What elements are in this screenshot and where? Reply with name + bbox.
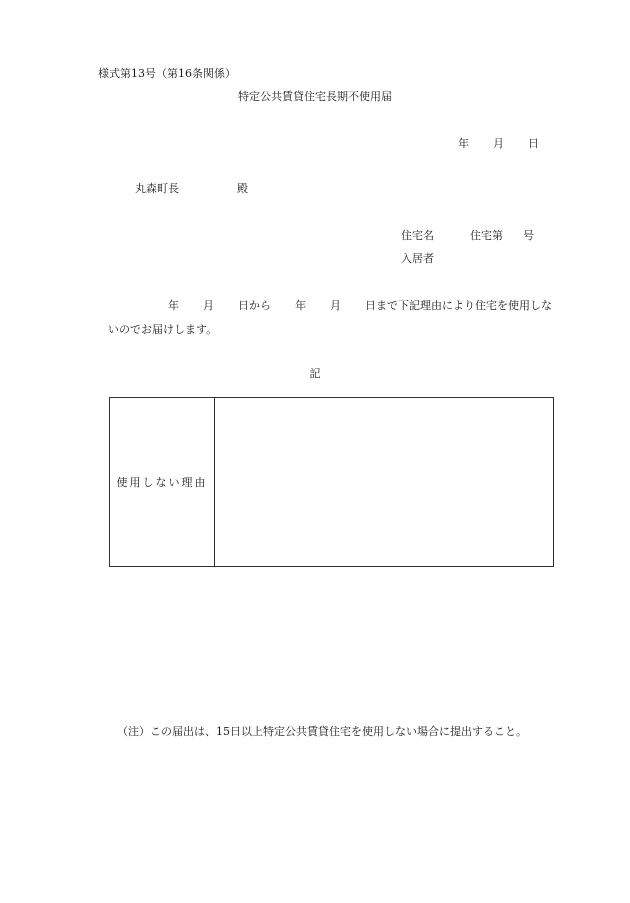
to-month: 月 (330, 299, 341, 312)
housing-number-label: 住宅第 (470, 229, 503, 242)
addressee-honorific: 殿 (237, 182, 248, 195)
document-title: 特定公共賃貸住宅長期不使用届 (238, 90, 392, 103)
note: （注）この届出は、15日以上特定公共賃貸住宅を使用しない場合に提出すること。 (117, 725, 527, 738)
body-line-1 (168, 299, 552, 313)
housing-name-label: 住宅名 (401, 229, 434, 242)
resident-label: 入居者 (401, 252, 434, 265)
date-year-label: 年 (458, 137, 469, 150)
reason-table (109, 397, 554, 567)
date-line (458, 137, 539, 151)
addressee (135, 182, 248, 196)
to-day: 日まで下記理由により住宅を使用しな (365, 299, 552, 312)
to-year: 年 (295, 299, 306, 312)
date-month-label: 月 (493, 137, 504, 150)
date-day-label: 日 (528, 137, 539, 150)
form-number: 様式第13号（第16条関係） (98, 67, 236, 80)
housing-number-suffix: 号 (523, 229, 534, 242)
body-line-2: いのでお届けします。 (108, 323, 218, 336)
from-year: 年 (168, 299, 179, 312)
from-month: 月 (203, 299, 214, 312)
reason-input-area[interactable] (215, 398, 554, 567)
from-day: 日から (238, 299, 271, 312)
housing-line (401, 229, 534, 243)
reason-label: 使用しない理由 (110, 398, 215, 567)
ki-heading: 記 (309, 367, 321, 380)
addressee-name: 丸森町長 (135, 182, 179, 195)
